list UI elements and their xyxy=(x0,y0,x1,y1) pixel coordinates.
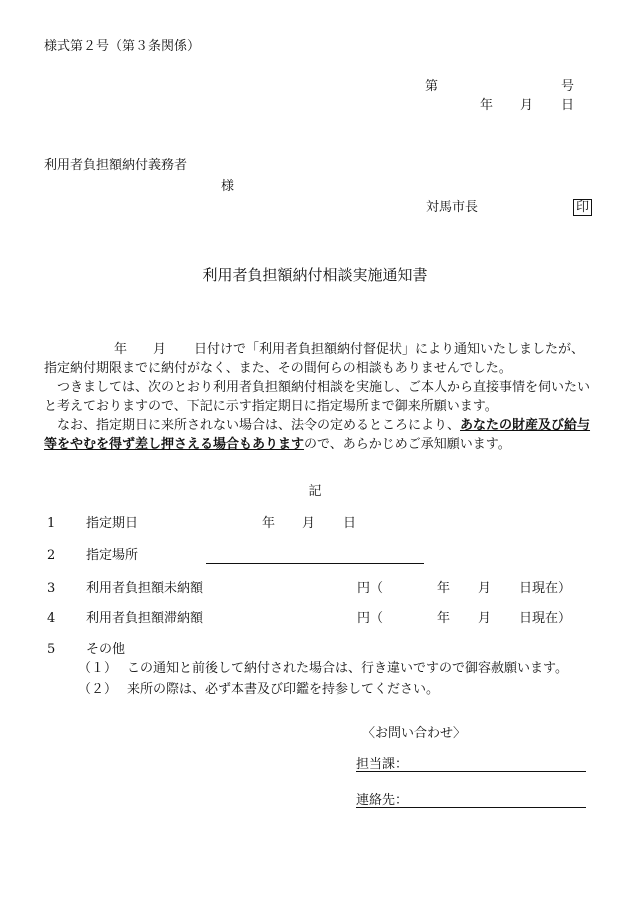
item-5-sub-2-text: 来所の際は、必ず本書及び印鑑を持参してください。 xyxy=(127,682,440,697)
contact-phone-line xyxy=(356,807,586,808)
body-paragraph-2: つきましては、次のとおり利用者負担額納付相談を実施し、ご本人から直接事情を伺いたいと考えておりますので、下記に示す指定期日に指定場所まで御来所願います。 xyxy=(44,380,591,414)
item-5-sub-1-number: （１） xyxy=(78,661,118,676)
item-2-blank-line xyxy=(206,563,424,564)
item-3-label: 利用者負担額未納額 xyxy=(86,581,204,596)
contact-heading: 〈お問い合わせ〉 xyxy=(362,726,467,741)
body-para3-emphasis: あなたの財産及び給与等をやむを得ず差し押さえる場合もあります xyxy=(44,418,591,452)
item-1-label: 指定期日 xyxy=(86,516,139,531)
item-5-label: その他 xyxy=(86,642,126,657)
item-4-month: 月 xyxy=(478,611,492,626)
body-line-2: 指定納付期限までに納付がなく、また、その間何らの相談もありませんでした。 xyxy=(44,361,512,376)
item-3-month: 月 xyxy=(478,581,492,596)
item-5-number: 5 xyxy=(47,642,56,657)
body-year: 年 xyxy=(114,342,128,357)
item-4-label: 利用者負担額滞納額 xyxy=(86,611,204,626)
body-paragraph-3 xyxy=(44,416,592,454)
body-line-1-rest: 日付けで「利用者負担額納付督促状」により通知いたしましたが、 xyxy=(194,342,585,357)
item-2-number: 2 xyxy=(47,548,56,563)
form-number: 様式第２号（第３条関係） xyxy=(44,39,201,54)
item-4-yen: 円（ xyxy=(357,611,384,626)
body-para3-b: ので、あらかじめご承知願います。 xyxy=(304,437,511,452)
seal-mark: 印 xyxy=(573,199,592,216)
item-1-month: 月 xyxy=(302,516,316,531)
item-3-number: 3 xyxy=(47,581,56,596)
item-1-number: 1 xyxy=(47,516,56,531)
item-5-sub-1-text: この通知と前後して納付された場合は、行き違いですので御容赦願います。 xyxy=(127,661,568,676)
body-text xyxy=(44,340,592,454)
item-4-year: 年 xyxy=(437,611,451,626)
recipient-label: 利用者負担額納付義務者 xyxy=(44,158,188,173)
body-month: 月 xyxy=(153,342,167,357)
item-3-year: 年 xyxy=(437,581,451,596)
item-4-day: 日現在） xyxy=(519,611,572,626)
sender-name: 対馬市長 xyxy=(426,200,479,215)
recipient-honorific: 様 xyxy=(221,179,235,194)
date-month: 月 xyxy=(520,98,534,113)
date-day: 日 xyxy=(561,98,575,113)
ki-heading: 記 xyxy=(308,484,322,499)
item-2-label: 指定場所 xyxy=(86,548,139,563)
item-4-number: 4 xyxy=(47,611,56,626)
contact-phone-label: 連絡先： xyxy=(356,793,409,808)
item-3-yen: 円（ xyxy=(357,581,384,596)
date-year: 年 xyxy=(480,98,494,113)
item-5-sub-2-number: （２） xyxy=(78,682,118,697)
doc-number-prefix: 第 xyxy=(425,79,439,94)
item-1-year: 年 xyxy=(262,516,276,531)
item-1-day: 日 xyxy=(343,516,357,531)
document-title: 利用者負担額納付相談実施通知書 xyxy=(202,266,428,284)
contact-dept-line xyxy=(356,771,586,772)
body-line-1 xyxy=(44,340,592,359)
doc-number-suffix: 号 xyxy=(561,79,575,94)
body-para3-a: なお、指定期日に来所されない場合は、法令の定めるところにより、 xyxy=(57,418,461,433)
contact-dept-label: 担当課： xyxy=(356,757,409,772)
item-3-day: 日現在） xyxy=(519,581,572,596)
